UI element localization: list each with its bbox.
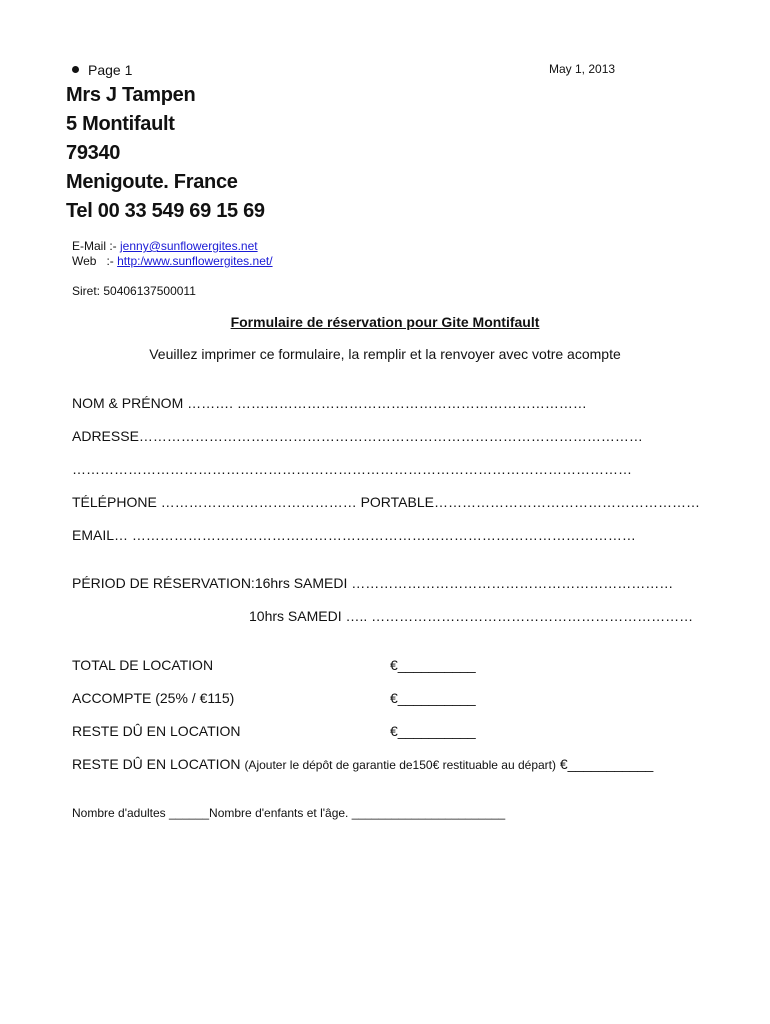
owner-name: Mrs J Tampen	[66, 84, 196, 106]
reste-value: €__________	[390, 723, 476, 739]
field-periode-start: PÉRIOD DE RÉSERVATION:16hrs SAMEDI ……………………………………………………………	[72, 575, 674, 591]
owner-telephone: Tel 00 33 549 69 15 69	[66, 200, 265, 222]
caution-note: (Ajouter le dépôt de garantie de150€ restituable au départ)	[244, 758, 556, 772]
acompte-label: ACCOMPTE (25% / €115)	[72, 690, 235, 706]
form-title: Formulaire de réservation pour Gite Montifault	[230, 314, 540, 330]
field-periode-end: 10hrs SAMEDI ….. ……………………………………………………………	[249, 608, 694, 624]
page-indicator	[72, 62, 132, 78]
field-email: EMAIL… ………………………………………………………………………………………………	[72, 527, 636, 543]
email-line	[72, 239, 258, 253]
owner-city: Menigoute. France	[66, 171, 238, 193]
web-line	[72, 254, 273, 268]
reste-caution-line	[72, 756, 653, 772]
bullet-icon	[72, 66, 79, 73]
web-link[interactable]: http:/www.sunflowergites.net/	[117, 254, 273, 268]
reste-label: RESTE DÛ EN LOCATION	[72, 723, 241, 739]
reste-caution-label: RESTE DÛ EN LOCATION	[72, 756, 241, 772]
owner-postcode: 79340	[66, 142, 121, 164]
field-telephone-portable: TÉLÉPHONE …………………………………… PORTABLE…………………………………………………	[72, 494, 700, 510]
siret-number: Siret: 50406137500011	[72, 284, 196, 298]
total-label: TOTAL DE LOCATION	[72, 657, 214, 673]
email-link[interactable]: jenny@sunflowergites.net	[120, 239, 258, 253]
total-value: €__________	[390, 657, 476, 673]
acompte-value: €__________	[390, 690, 476, 706]
adults-children-line: Nombre d'adultes ______Nombre d'enfants et l'âge. _______________________	[72, 806, 506, 820]
email-label: E-Mail :-	[72, 239, 120, 253]
field-adresse: ADRESSE………………………………………………………………………………………………	[72, 428, 643, 444]
page-label: Page 1	[88, 62, 133, 78]
field-nom-prenom: NOM & PRÉNOM ………. …………………………………………………………………	[72, 395, 587, 411]
document-date: May 1, 2013	[549, 62, 616, 76]
reste-caution-value: €___________	[559, 756, 654, 772]
form-instruction: Veuillez imprimer ce formulaire, la remplir et la renvoyer avec votre acompte	[149, 346, 621, 362]
owner-street: 5 Montifault	[66, 113, 175, 135]
field-adresse-line2: …………………………………………………………………………………………………………	[72, 461, 632, 477]
web-label: Web :-	[72, 254, 118, 268]
